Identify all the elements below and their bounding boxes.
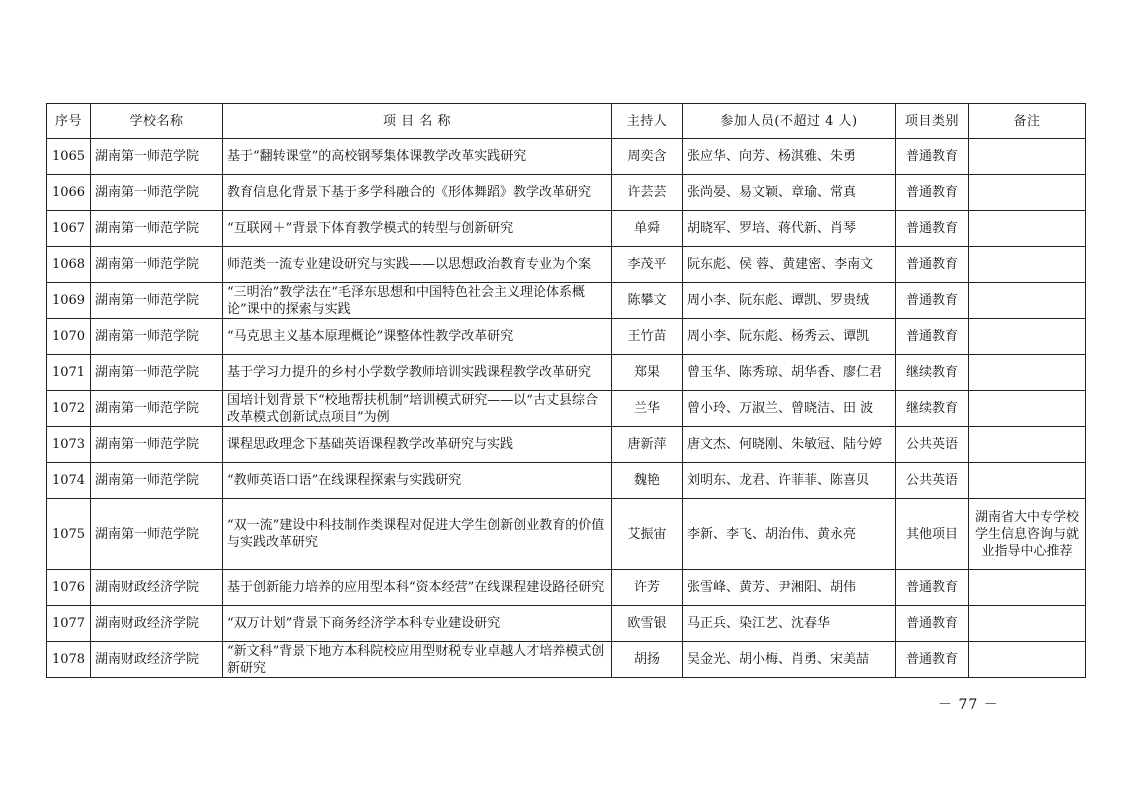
header-host: 主持人 bbox=[612, 104, 683, 139]
row-title: “新文科”背景下地方本科院校应用型财税专业卓越人才培养模式创新研究 bbox=[223, 642, 612, 678]
table-row bbox=[47, 355, 1086, 391]
table-row bbox=[47, 175, 1086, 211]
row-no: 1075 bbox=[47, 499, 91, 570]
row-note bbox=[969, 391, 1086, 427]
row-members: 曾玉华、陈秀琼、胡华香、廖仁君 bbox=[683, 355, 896, 391]
row-note bbox=[969, 463, 1086, 499]
row-category: 普通教育 bbox=[896, 175, 969, 211]
table-row bbox=[47, 463, 1086, 499]
row-note bbox=[969, 247, 1086, 283]
row-category: 普通教育 bbox=[896, 319, 969, 355]
row-note bbox=[969, 355, 1086, 391]
row-host: 欧雪银 bbox=[612, 606, 683, 642]
row-school: 湖南第一师范学院 bbox=[91, 427, 223, 463]
row-no: 1077 bbox=[47, 606, 91, 642]
row-no: 1072 bbox=[47, 391, 91, 427]
row-title: “互联网＋”背景下体育教学模式的转型与创新研究 bbox=[223, 211, 612, 247]
row-school: 湖南第一师范学院 bbox=[91, 319, 223, 355]
row-no: 1071 bbox=[47, 355, 91, 391]
row-note bbox=[969, 175, 1086, 211]
row-category: 公共英语 bbox=[896, 463, 969, 499]
row-school: 湖南第一师范学院 bbox=[91, 139, 223, 175]
header-title: 项 目 名 称 bbox=[223, 104, 612, 139]
row-members: 周小李、阮东彪、杨秀云、谭凯 bbox=[683, 319, 896, 355]
row-category: 普通教育 bbox=[896, 247, 969, 283]
row-title: 教育信息化背景下基于多学科融合的《形体舞蹈》教学改革研究 bbox=[223, 175, 612, 211]
row-no: 1065 bbox=[47, 139, 91, 175]
row-members: 马正兵、染江艺、沈春华 bbox=[683, 606, 896, 642]
row-school: 湖南第一师范学院 bbox=[91, 499, 223, 570]
row-note bbox=[969, 139, 1086, 175]
header-category: 项目类别 bbox=[896, 104, 969, 139]
row-category: 普通教育 bbox=[896, 606, 969, 642]
row-host: 郑果 bbox=[612, 355, 683, 391]
row-members: 胡晓军、罗培、蒋代新、肖琴 bbox=[683, 211, 896, 247]
row-category: 继续教育 bbox=[896, 391, 969, 427]
row-category: 公共英语 bbox=[896, 427, 969, 463]
page-number: － 77 － bbox=[938, 697, 999, 713]
row-category: 继续教育 bbox=[896, 355, 969, 391]
row-members: 张雪峰、黄芳、尹湘阳、胡伟 bbox=[683, 570, 896, 606]
table-row bbox=[47, 319, 1086, 355]
header-note: 备注 bbox=[969, 104, 1086, 139]
row-members: 周小李、阮东彪、谭凯、罗贵绒 bbox=[683, 283, 896, 319]
row-title: 基于“翻转课堂”的高校钢琴集体课教学改革实践研究 bbox=[223, 139, 612, 175]
row-no: 1068 bbox=[47, 247, 91, 283]
row-host: 单舜 bbox=[612, 211, 683, 247]
row-school: 湖南第一师范学院 bbox=[91, 355, 223, 391]
row-no: 1078 bbox=[47, 642, 91, 678]
row-note bbox=[969, 642, 1086, 678]
header-members: 参加人员(不超过 4 人) bbox=[683, 104, 896, 139]
row-title: “双一流”建设中科技制作类课程对促进大学生创新创业教育的价值与实践改革研究 bbox=[223, 499, 612, 570]
row-note bbox=[969, 606, 1086, 642]
row-host: 兰华 bbox=[612, 391, 683, 427]
row-host: 胡扬 bbox=[612, 642, 683, 678]
row-members: 张尚晏、易文颖、章瑜、常真 bbox=[683, 175, 896, 211]
row-no: 1066 bbox=[47, 175, 91, 211]
row-no: 1076 bbox=[47, 570, 91, 606]
table-row bbox=[47, 211, 1086, 247]
table-row bbox=[47, 606, 1086, 642]
table-row bbox=[47, 499, 1086, 570]
table-row bbox=[47, 283, 1086, 319]
row-title: 师范类一流专业建设研究与实践——以思想政治教育专业为个案 bbox=[223, 247, 612, 283]
row-category: 普通教育 bbox=[896, 283, 969, 319]
table-row bbox=[47, 247, 1086, 283]
row-host: 周奕含 bbox=[612, 139, 683, 175]
row-members: 张应华、向芳、杨淇雅、朱勇 bbox=[683, 139, 896, 175]
table-row bbox=[47, 139, 1086, 175]
row-host: 王竹苗 bbox=[612, 319, 683, 355]
row-host: 魏艳 bbox=[612, 463, 683, 499]
row-note bbox=[969, 427, 1086, 463]
row-category: 普通教育 bbox=[896, 570, 969, 606]
row-title: 课程思政理念下基础英语课程教学改革研究与实践 bbox=[223, 427, 612, 463]
row-host: 唐新萍 bbox=[612, 427, 683, 463]
table-row bbox=[47, 427, 1086, 463]
row-host: 许芳 bbox=[612, 570, 683, 606]
row-host: 许芸芸 bbox=[612, 175, 683, 211]
row-school: 湖南财政经济学院 bbox=[91, 570, 223, 606]
row-title: “教师英语口语”在线课程探索与实践研究 bbox=[223, 463, 612, 499]
row-title: 基于创新能力培养的应用型本科“资本经营”在线课程建设路径研究 bbox=[223, 570, 612, 606]
row-title: “三明治”教学法在“毛泽东思想和中国特色社会主义理论体系概论”课中的探索与实践 bbox=[223, 283, 612, 319]
row-school: 湖南财政经济学院 bbox=[91, 606, 223, 642]
row-category: 其他项目 bbox=[896, 499, 969, 570]
row-school: 湖南第一师范学院 bbox=[91, 211, 223, 247]
row-no: 1067 bbox=[47, 211, 91, 247]
row-host: 艾振宙 bbox=[612, 499, 683, 570]
table-row bbox=[47, 642, 1086, 678]
row-title: “双万计划”背景下商务经济学本科专业建设研究 bbox=[223, 606, 612, 642]
table-row bbox=[47, 570, 1086, 606]
header-school: 学校名称 bbox=[91, 104, 223, 139]
row-host: 陈攀文 bbox=[612, 283, 683, 319]
row-no: 1074 bbox=[47, 463, 91, 499]
table-row bbox=[47, 391, 1086, 427]
row-school: 湖南财政经济学院 bbox=[91, 642, 223, 678]
row-host: 李茂平 bbox=[612, 247, 683, 283]
row-category: 普通教育 bbox=[896, 139, 969, 175]
row-note bbox=[969, 211, 1086, 247]
row-title: “马克思主义基本原理概论”课整体性教学改革研究 bbox=[223, 319, 612, 355]
row-members: 李新、李飞、胡治伟、黄永亮 bbox=[683, 499, 896, 570]
row-members: 吴金光、胡小梅、肖勇、宋美喆 bbox=[683, 642, 896, 678]
row-title: 基于学习力提升的乡村小学数学教师培训实践课程教学改革研究 bbox=[223, 355, 612, 391]
row-category: 普通教育 bbox=[896, 642, 969, 678]
table-body bbox=[47, 139, 1086, 678]
row-school: 湖南第一师范学院 bbox=[91, 391, 223, 427]
row-no: 1070 bbox=[47, 319, 91, 355]
row-no: 1073 bbox=[47, 427, 91, 463]
row-school: 湖南第一师范学院 bbox=[91, 175, 223, 211]
row-note bbox=[969, 283, 1086, 319]
header-no: 序号 bbox=[47, 104, 91, 139]
row-note: 湖南省大中专学校学生信息咨询与就业指导中心推荐 bbox=[969, 499, 1086, 570]
row-members: 曾小玲、万淑兰、曾晓洁、田 波 bbox=[683, 391, 896, 427]
row-members: 唐文杰、何晓刚、朱敏冠、陆兮婷 bbox=[683, 427, 896, 463]
row-school: 湖南第一师范学院 bbox=[91, 283, 223, 319]
project-table bbox=[46, 103, 1086, 678]
row-school: 湖南第一师范学院 bbox=[91, 463, 223, 499]
row-no: 1069 bbox=[47, 283, 91, 319]
row-members: 阮东彪、侯 蓉、黄建密、李南文 bbox=[683, 247, 896, 283]
row-note bbox=[969, 570, 1086, 606]
row-note bbox=[969, 319, 1086, 355]
row-school: 湖南第一师范学院 bbox=[91, 247, 223, 283]
header-row bbox=[47, 104, 1086, 139]
row-category: 普通教育 bbox=[896, 211, 969, 247]
row-title: 国培计划背景下“校地帮扶机制”培训模式研究——以“古丈县综合改革模式创新试点项目”为例 bbox=[223, 391, 612, 427]
row-members: 刘明东、龙君、许菲菲、陈喜贝 bbox=[683, 463, 896, 499]
